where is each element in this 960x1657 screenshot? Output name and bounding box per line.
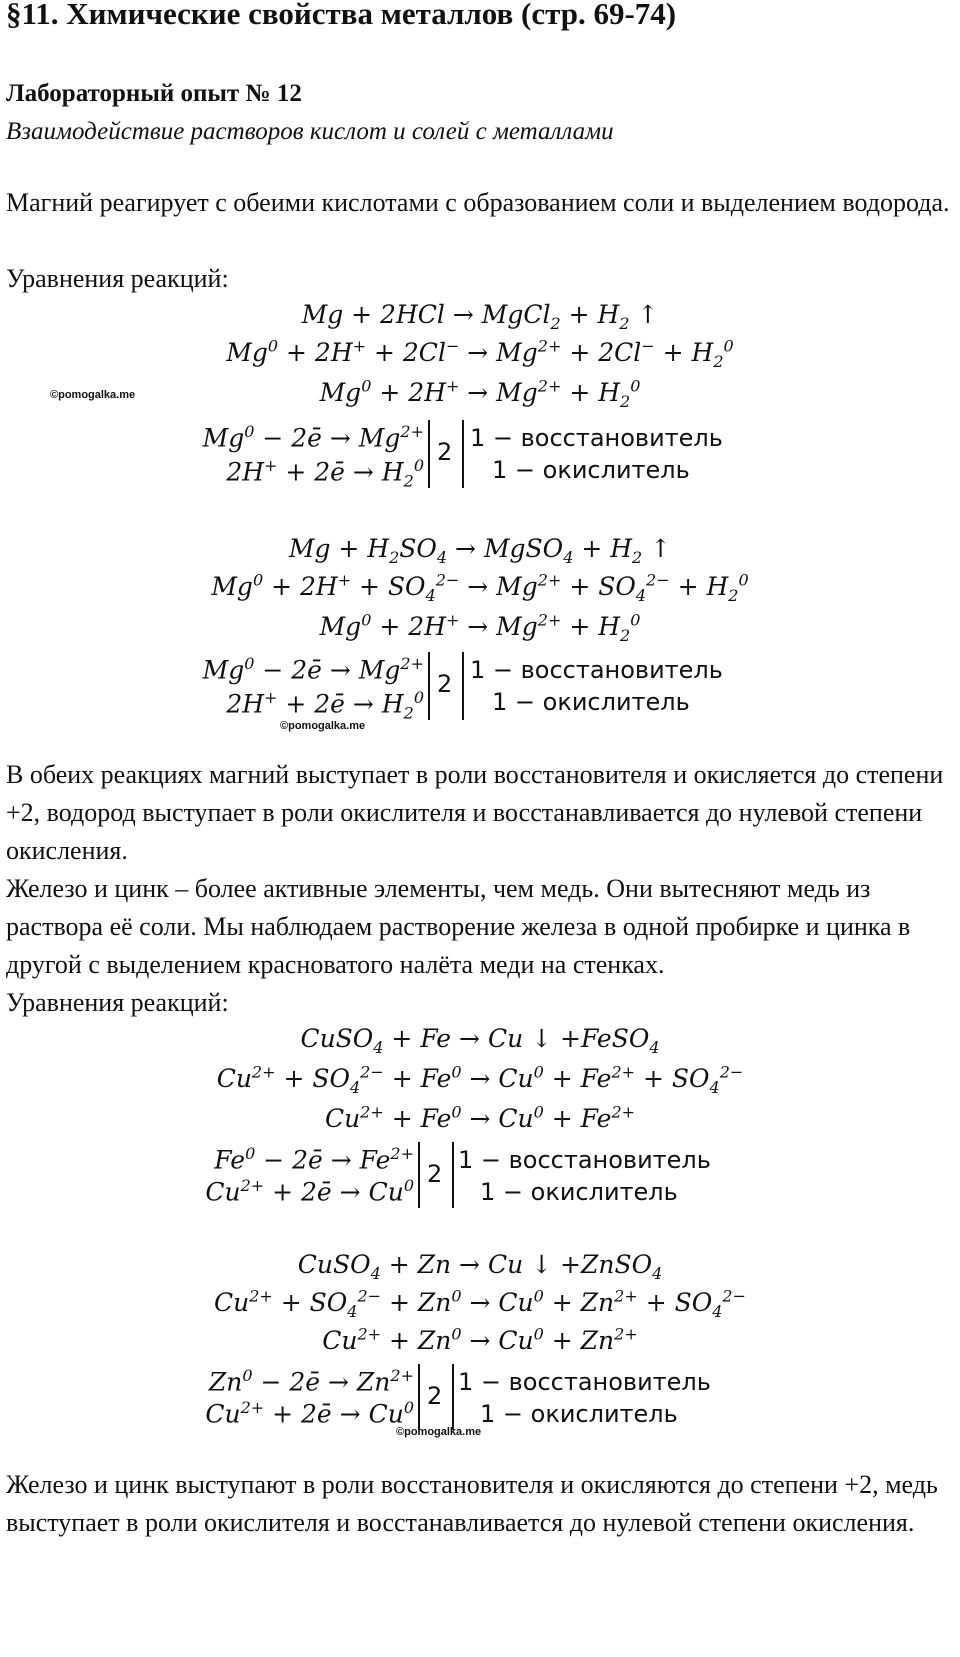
equation-cuso4-fe-full-ionic: $Cu^{2+} + SO_4^{2-} + Fe^0 \to Cu^0 + Fe^{2+} + SO_4^{2-}$ [216,1062,744,1097]
role-reducer-4: 1 − восстановитель [458,1368,711,1396]
lab-title: Лабораторный опыт № 12 [6,80,302,107]
equation-mg-hcl-short-ionic: $Mg^0 + 2H^+ \to Mg^{2+} + H_2^0$ [319,376,641,411]
balance-factor-3: 2 [427,1160,443,1188]
half-reaction-zn-oxidation: $Zn^0$ − 2ē → $Zn^{2+}$ [208,1366,414,1397]
role-reducer: 1 − восстановитель [470,424,723,452]
balance-factor-2: 2 [437,670,453,698]
watermark-2: ©pomogalka.me [280,720,366,732]
paragraph-mg-conclusion: В обеих реакциях магний выступает в роли восстановителя и окисляется до степени +2, водород выступает в роли окислителя и восстанавливается до нулевой степени окисления. [6,760,944,865]
balance-bar-right-2 [462,652,464,720]
role-oxidizer-3: 1 − окислитель [480,1178,678,1206]
equation-cuso4-fe-molecular: CuSO$_4$ + Fe → Cu ↓ +FeSO$_4$ [300,1024,660,1057]
paragraph-fe-zn: Железо и цинк – более активные элементы, чем медь. Они вытесняют медь из раствора её соли. Мы наблюдаем растворение железа в одной пробирке и цинка в другой с выделением красноватого налёта меди на стенках. [6,874,911,979]
equation-cuso4-fe-short-ionic: $Cu^{2+} + Fe^0 \to Cu^0 + Fe^{2+}$ [324,1102,636,1133]
balance-factor: 2 [437,438,453,466]
paragraph-magnesium: Магний реагирует с обеими кислотами с образованием соли и выделением водорода. [6,188,950,217]
balance-bar-left-3 [418,1142,420,1208]
watermark: ©pomogalka.me [50,389,136,401]
equation-mg-h2so4-short-ionic: $Mg^0 + 2H^+ \to Mg^{2+} + H_2^0$ [319,610,641,645]
watermark-3: ©pomogalka.me [396,1426,482,1438]
equation-mg-hcl-full-ionic: $Mg^0 + 2H^+ + 2Cl^- \to Mg^{2+} + 2Cl^- + H_2^0$ [226,336,734,371]
equation-cuso4-zn-short-ionic: $Cu^{2+} + Zn^0 \to Cu^0 + Zn^{2+}$ [322,1324,638,1355]
balance-bar-left-4 [418,1364,420,1430]
role-oxidizer: 1 − окислитель [492,456,690,484]
role-oxidizer-4: 1 − окислитель [480,1400,678,1428]
equation-mg-hcl-molecular: Mg + 2HCl → MgCl$_2$ + $H_2$ ↑ [301,300,659,333]
equation-cuso4-zn-full-ionic: $Cu^{2+} + SO_4^{2-} + Zn^0 \to Cu^0 + Zn^{2+} + SO_4^{2-}$ [214,1286,746,1321]
page-title: §11. Химические свойства металлов (стр. 69-74) [6,0,677,31]
roles-list-3 [458,1144,711,1208]
roles-list-4 [458,1366,711,1430]
half-reaction-fe-oxidation: $Fe^0$ − 2ē → $Fe^{2+}$ [214,1144,414,1175]
paragraph-conclusion: Железо и цинк выступают в роли восстановителя и окисляются до степени +2, медь выступает в роли окислителя и восстанавливается до нулевой степени окисления. [6,1470,938,1537]
balance-bar-left-2 [428,652,430,720]
equations-heading-2: Уравнения реакций: [6,988,229,1017]
half-reaction-cu-reduction-2: $Cu^{2+}$ + 2ē → $Cu^0$ [205,1398,414,1429]
balance-bar-right [462,420,464,488]
equation-mg-h2so4-full-ionic: $Mg^0 + 2H^+ + SO_4^{2-} \to Mg^{2+} + SO_4^{2-} + H_2^0$ [211,570,749,605]
half-reaction-mg-oxidation-2: $Mg^0$ − 2ē → $Mg^{2+}$ [202,654,424,685]
role-reducer-2: 1 − восстановитель [470,656,723,684]
roles-list-2 [470,654,723,718]
half-reaction-cu-reduction: $Cu^{2+}$ + 2ē → $Cu^0$ [205,1176,414,1207]
half-reaction-h-reduction: 2H+ + 2ē → $H_2^0$ [226,456,424,491]
balance-factor-4: 2 [427,1382,443,1410]
half-reaction-mg-oxidation: $Mg^0$ − 2ē → $Mg^{2+}$ [202,422,424,453]
balance-bar-left [428,420,430,488]
role-reducer-3: 1 − восстановитель [458,1146,711,1174]
role-oxidizer-2: 1 − окислитель [492,688,690,716]
balance-bar-right-3 [452,1142,454,1208]
equation-mg-h2so4-molecular: $Mg + H_2SO_4$ → MgSO$_4$ + $H_2$ ↑ [288,534,672,567]
equation-cuso4-zn-molecular: CuSO$_4$ + Zn → Cu ↓ +ZnSO$_4$ [297,1250,663,1283]
roles-list [470,422,723,486]
balance-bar-right-4 [452,1364,454,1430]
lab-subtitle: Взаимодействие растворов кислот и солей с металлами [6,118,614,145]
half-reaction-h-reduction-2: 2H+ + 2ē → $H_2^0$ [226,688,424,723]
equations-heading-1: Уравнения реакций: [6,264,229,293]
